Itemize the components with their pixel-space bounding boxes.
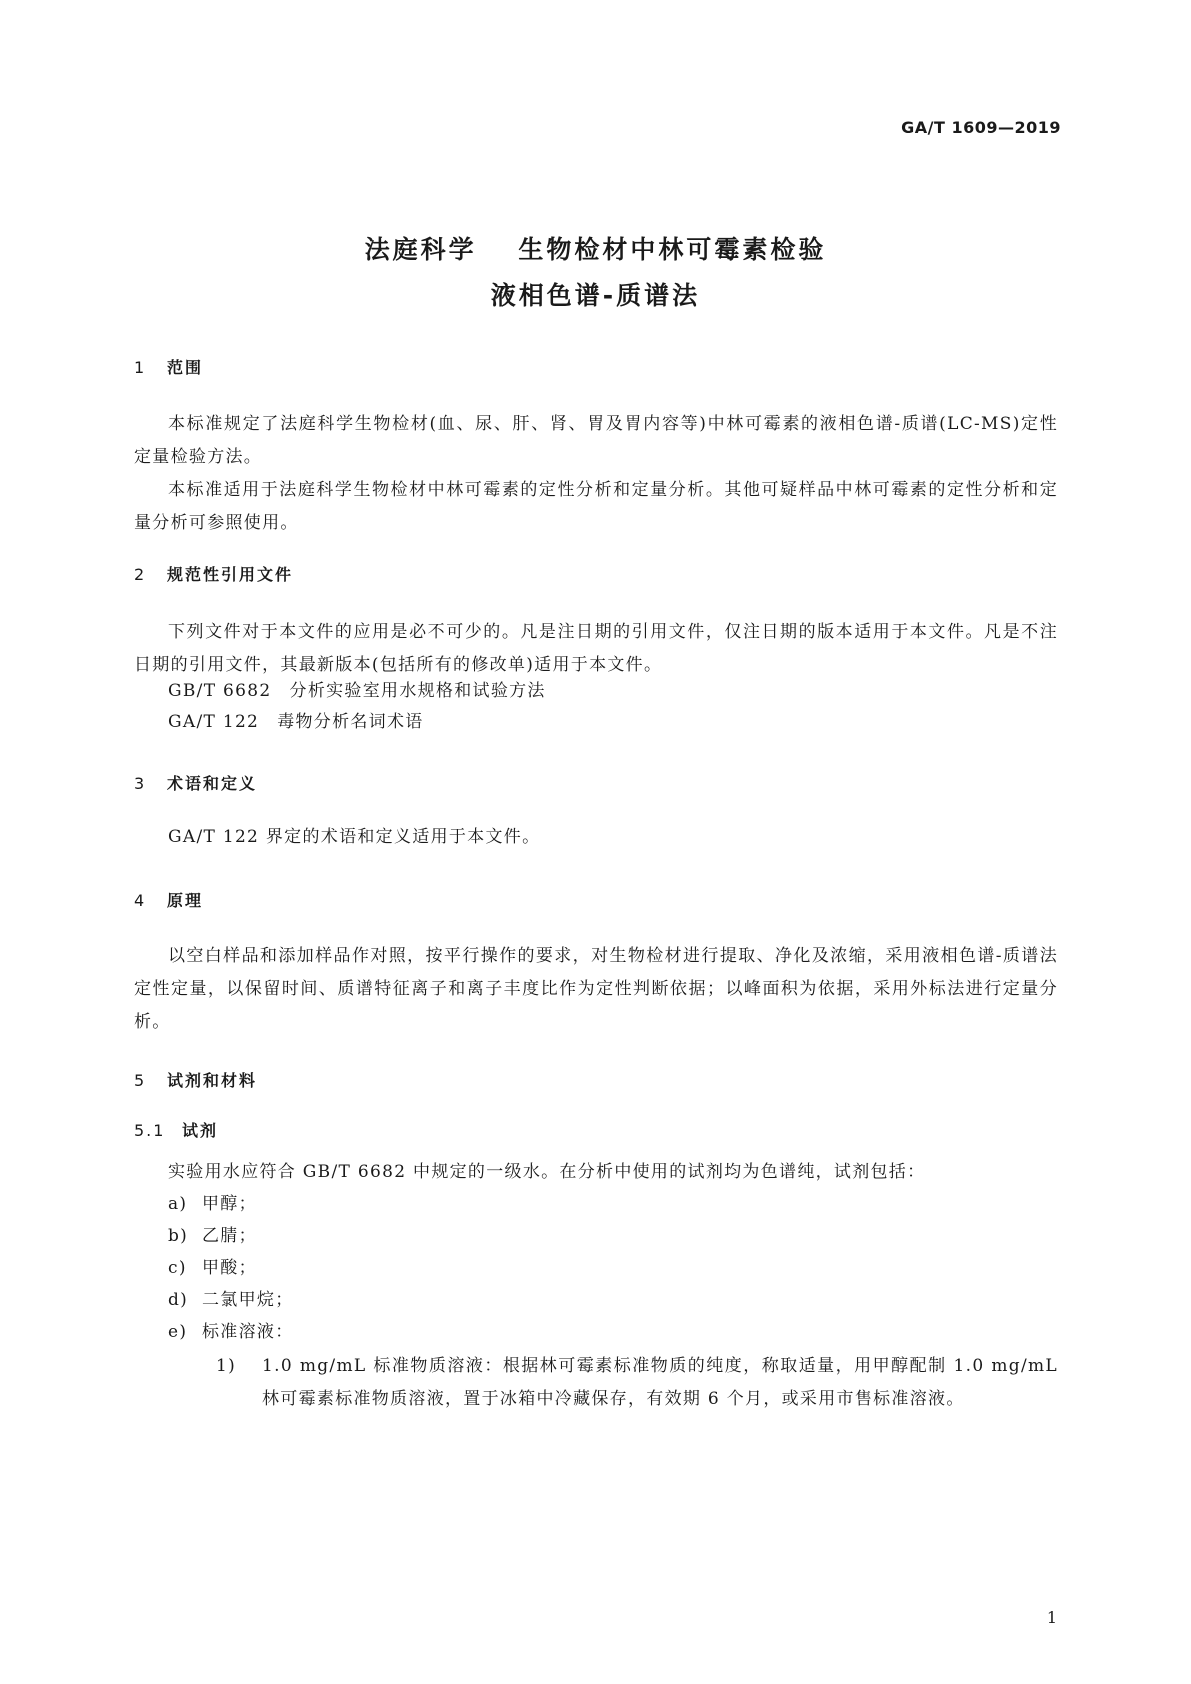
section-title: 范围 bbox=[167, 358, 204, 377]
section-heading-4 bbox=[134, 888, 203, 911]
list-item-text: 甲酸； bbox=[202, 1258, 257, 1278]
paragraph-scope-2: 本标准适用于法庭科学生物检材中林可霉素的定性分析和定量分析。其他可疑样品中林可霉素的定性分析和定量分析可参照使用。 bbox=[134, 480, 1058, 533]
section-heading-1 bbox=[134, 355, 203, 378]
section-number: 3 bbox=[134, 774, 147, 793]
reference-code: GB/T 6682 bbox=[168, 681, 272, 701]
section-number: 2 bbox=[134, 565, 147, 584]
list-item bbox=[168, 1316, 294, 1349]
list-item-label: e) bbox=[168, 1322, 188, 1342]
reference-title: 分析实验室用水规格和试验方法 bbox=[289, 681, 546, 701]
page-number: 1 bbox=[1046, 1608, 1057, 1627]
section-heading-5 bbox=[134, 1068, 257, 1091]
list-item bbox=[168, 1220, 257, 1253]
list-item-text: 二氯甲烷； bbox=[202, 1290, 294, 1310]
list-item-label: b) bbox=[168, 1226, 189, 1246]
reference-code: GA/T 122 bbox=[168, 712, 260, 732]
subsection-number: 5.1 bbox=[134, 1121, 166, 1140]
list-item-text: 甲醇； bbox=[202, 1194, 257, 1214]
reference-item bbox=[168, 706, 424, 739]
list-item-label: c) bbox=[168, 1258, 187, 1278]
list-item-text: 标准溶液： bbox=[202, 1322, 294, 1342]
section-number: 4 bbox=[134, 891, 147, 910]
list-item bbox=[168, 1284, 294, 1317]
list-item-text: 乙腈； bbox=[202, 1226, 257, 1246]
standard-code: GA/T 1609—2019 bbox=[901, 118, 1061, 137]
section-title: 术语和定义 bbox=[167, 774, 258, 793]
paragraph-principle: 以空白样品和添加样品作对照，按平行操作的要求，对生物检材进行提取、净化及浓缩，采用液相色谱-质谱法定性定量，以保留时间、质谱特征离子和离子丰度比作为定性判断依据；以峰面积为依据，采用外标法进行定量分析。 bbox=[134, 946, 1058, 1032]
section-title: 规范性引用文件 bbox=[167, 565, 294, 584]
reference-title: 毒物分析名词术语 bbox=[277, 712, 424, 732]
document-title-line2: 液相色谱-质谱法 bbox=[490, 281, 701, 310]
section-number: 1 bbox=[134, 358, 147, 377]
list-item-label: d) bbox=[168, 1290, 189, 1310]
list-item-label: a) bbox=[168, 1194, 188, 1214]
section-heading-3 bbox=[134, 771, 257, 794]
document-title-line1: 法庭科学 生物检材中林可霉素检验 bbox=[364, 235, 827, 264]
paragraph-terms: GA/T 122 界定的术语和定义适用于本文件。 bbox=[168, 827, 541, 847]
list-item bbox=[168, 1188, 257, 1221]
section-title: 原理 bbox=[167, 891, 204, 910]
paragraph-reagents: 实验用水应符合 GB/T 6682 中规定的一级水。在分析中使用的试剂均为色谱纯，试剂包括： bbox=[168, 1162, 926, 1182]
section-heading-2 bbox=[134, 562, 293, 585]
paragraph-normative-refs: 下列文件对于本文件的应用是必不可少的。凡是注日期的引用文件，仅注日期的版本适用于本文件。凡是不注日期的引用文件，其最新版本(包括所有的修改单)适用于本文件。 bbox=[134, 622, 1058, 675]
subsection-heading-5-1 bbox=[134, 1118, 218, 1141]
paragraph-scope-1: 本标准规定了法庭科学生物检材(血、尿、肝、肾、胃及胃内容等)中林可霉素的液相色谱-质谱(LC-MS)定性定量检验方法。 bbox=[134, 414, 1058, 467]
subsection-title: 试剂 bbox=[182, 1121, 219, 1140]
section-number: 5 bbox=[134, 1071, 147, 1090]
sub-list-item-label: 1) bbox=[216, 1356, 237, 1376]
section-title: 试剂和材料 bbox=[167, 1071, 258, 1090]
reference-item bbox=[168, 675, 546, 708]
sub-list-item-text: 1.0 mg/mL 标准物质溶液：根据林可霉素标准物质的纯度，称取适量，用甲醇配制 1.0 mg/mL 林可霉素标准物质溶液，置于冰箱中冷藏保存，有效期 6 个月，或采用市售标准溶液。 bbox=[262, 1356, 1058, 1409]
list-item bbox=[168, 1252, 257, 1285]
sub-list-item bbox=[216, 1350, 1058, 1416]
